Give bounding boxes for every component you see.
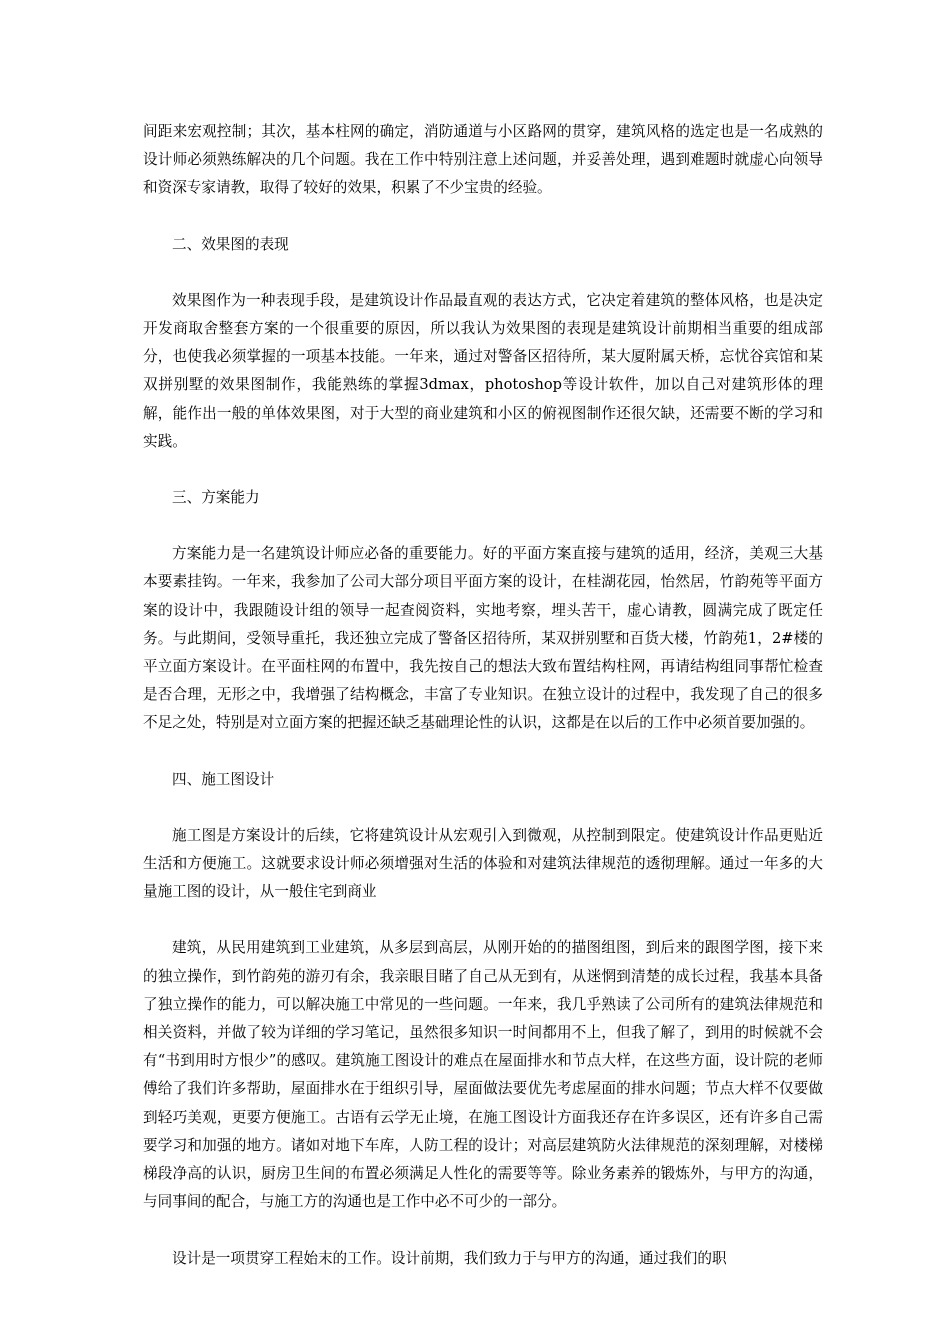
paragraph-gap [143,906,823,934]
paragraph-gap [143,794,823,822]
paragraph-construction-intro: 施工图是方案设计的后续，它将建筑设计从宏观引入到微观，从控制到限定。使建筑设计作品更贴近生活和方便施工。这就要求设计师必须增强对生活的体验和对建筑法律规范的透彻理解。通过一年多的大量施工图的设计，从一般住宅到商业 [143,826,823,901]
document-page [143,118,823,1273]
paragraph-intro: 间距来宏观控制；其次，基本柱网的确定，消防通道与小区路网的贯穿，建筑风格的选定也是一名成熟的设计师必须熟练解决的几个问题。我在工作中特别注意上述问题，并妥善处理，遇到难题时就虚心向领导和资深专家请教，取得了较好的效果，积累了不少宝贵的经验。 [143,123,823,197]
section-heading-construction: 四、施工图设计 [172,770,275,788]
paragraph-gap [143,1217,823,1245]
paragraph-design-process: 设计是一项贯穿工程始末的工作。设计前期，我们致力于与甲方的沟通，通过我们的职 [172,1249,727,1267]
paragraph-gap [143,203,823,231]
section-heading-scheme: 三、方案能力 [172,489,260,507]
paragraph-gap [143,738,823,766]
paragraph-rendering: 效果图作为一种表现手段，是建筑设计作品最直观的表达方式，它决定着建筑的整体风格，也是决定开发商取舍整套方案的一个很重要的原因，所以我认为效果图的表现是建筑设计前期相当重要的组成部分，也使我必须掌握的一项基本技能。一年来，通过对警备区招待所，某大厦附属天桥，忘忧谷宾馆和某双拼别墅的效果图制作，我能熟练的掌握3dmax，photoshop等设计软件，加以自己对建筑形体的理解，能作出一般的单体效果图，对于大型的商业建筑和小区的俯视图制作还很欠缺，还需要不断的学习和实践。 [143,291,823,450]
paragraph-gap [143,512,823,540]
paragraph-gap [143,259,823,287]
paragraph-gap [143,456,823,484]
paragraph-scheme: 方案能力是一名建筑设计师应必备的重要能力。好的平面方案直接与建筑的适用，经济，美观三大基本要素挂钩。一年来，我参加了公司大部分项目平面方案的设计，在桂湖花园，怡然居，竹韵苑等平面方案的设计中，我跟随设计组的领导一起查阅资料，实地考察，埋头苦干，虚心请教，圆满完成了既定任务。与此期间，受领导重托，我还独立完成了警备区招待所，某双拼别墅和百货大楼，竹韵苑1，2#楼的平立面方案设计。在平面柱网的布置中，我先按自己的想法大致布置结构柱网，再请结构组同事帮忙检查是否合理，无形之中，我增强了结构概念，丰富了专业知识。在独立设计的过程中，我发现了自己的很多不足之处，特别是对立面方案的把握还缺乏基础理论性的认识，这都是在以后的工作中必须首要加强的。 [143,545,823,732]
paragraph-construction-detail: 建筑，从民用建筑到工业建筑，从多层到高层，从刚开始的的描图组图，到后来的跟图学图，接下来的独立操作，到竹韵苑的游刃有余，我亲眼目睹了自己从无到有，从迷惘到清楚的成长过程，我基本具备了独立操作的能力，可以解决施工中常见的一些问题。一年来，我几乎熟读了公司所有的建筑法律规范和相关资料，并做了较为详细的学习笔记，虽然很多知识一时间都用不上，但我了解了，到用的时候就不会有“书到用时方恨少”的感叹。建筑施工图设计的难点在屋面排水和节点大样，在这些方面，设计院的老师傅给了我们许多帮助，屋面排水在于组织引导，屋面做法要优先考虑屋面的排水问题；节点大样不仅要做到轻巧美观，更要方便施工。古语有云学无止境，在施工图设计方面我还存在许多误区，还有许多自己需要学习和加强的地方。诸如对地下车库，人防工程的设计；对高层建筑防火法律规范的深刻理解，对楼梯梯段净高的认识，厨房卫生间的布置必须满足人性化的需要等等。除业务素养的锻炼外，与甲方的沟通，与同事间的配合，与施工方的沟通也是工作中必不可少的一部分。 [143,939,823,1211]
section-heading-rendering: 二、效果图的表现 [172,235,289,253]
